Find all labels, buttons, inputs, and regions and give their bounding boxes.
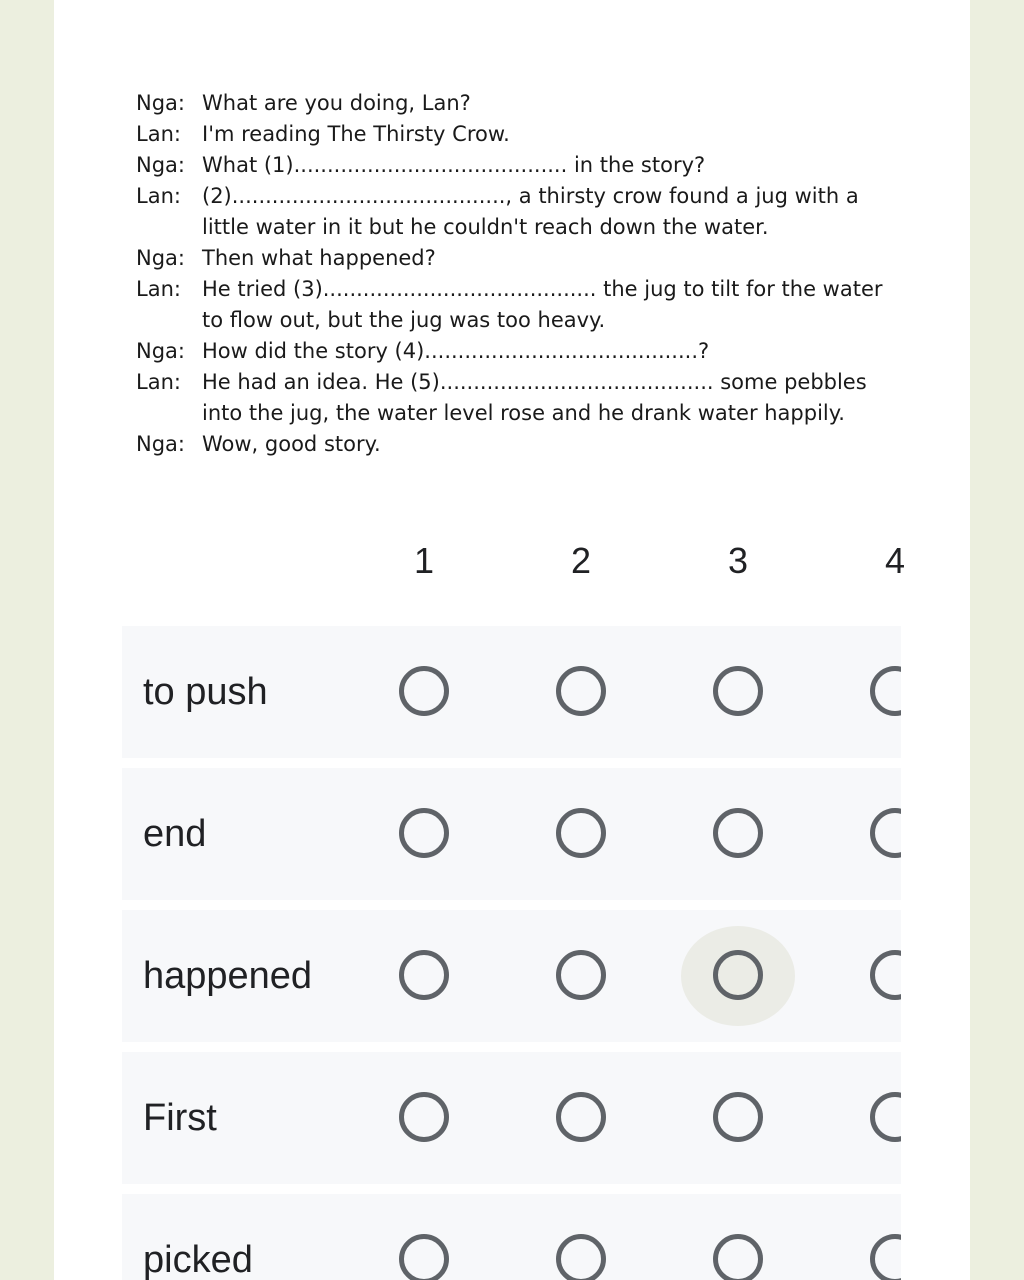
speaker-name: Nga: — [136, 91, 185, 115]
row-label: happened — [143, 955, 313, 997]
row-label: end — [143, 813, 207, 855]
multiple-choice-grid — [54, 0, 970, 1280]
grid-row — [122, 910, 901, 1042]
form-card — [54, 0, 970, 1280]
row-label: to push — [143, 671, 268, 713]
speech-continuation: into the jug, the water level rose and he drank water happily. — [202, 401, 845, 425]
speech-text: How did the story (4).........................................? — [202, 339, 710, 363]
column-header-2: 2 — [570, 540, 592, 581]
speech-text: Then what happened? — [202, 246, 436, 270]
speaker-name: Lan: — [136, 370, 181, 394]
speech-continuation: little water in it but he couldn't reach down the water. — [202, 215, 769, 239]
grid-row — [122, 768, 901, 900]
speaker-name: Lan: — [136, 277, 181, 301]
speech-text: What are you doing, Lan? — [202, 91, 471, 115]
grid-row — [122, 1052, 901, 1184]
speaker-name: Nga: — [136, 246, 185, 270]
speech-continuation: to flow out, but the jug was too heavy. — [202, 308, 606, 332]
radio-option-col-4[interactable] — [870, 1234, 901, 1280]
radio-option-col-4[interactable] — [870, 1092, 901, 1142]
radio-option-col-1[interactable] — [399, 1092, 449, 1142]
speaker-name: Nga: — [136, 432, 185, 456]
radio-option-col-1[interactable] — [399, 808, 449, 858]
speaker-name: Nga: — [136, 339, 185, 363]
grid-row — [122, 626, 901, 758]
radio-option-col-3[interactable] — [713, 1092, 763, 1142]
column-header-3: 3 — [727, 540, 749, 581]
radio-option-col-3[interactable] — [713, 808, 763, 858]
radio-option-col-2[interactable] — [556, 1092, 606, 1142]
column-header-1: 1 — [413, 540, 435, 581]
speech-text: What (1)......................................... in the story? — [202, 153, 706, 177]
radio-option-col-2[interactable] — [556, 666, 606, 716]
radio-option-col-4[interactable] — [870, 666, 901, 716]
radio-option-col-3[interactable] — [713, 1234, 763, 1280]
radio-option-col-1[interactable] — [399, 666, 449, 716]
speech-text: (2)........................................., a thirsty crow found a jug with a — [202, 184, 859, 208]
speech-text: I'm reading The Thirsty Crow. — [202, 122, 510, 146]
grid-row — [122, 1194, 901, 1280]
speech-text: Wow, good story. — [202, 432, 381, 456]
radio-option-col-4[interactable] — [870, 950, 901, 1000]
radio-option-col-2[interactable] — [556, 808, 606, 858]
radio-option-col-2[interactable] — [556, 1234, 606, 1280]
radio-option-col-1[interactable] — [399, 950, 449, 1000]
row-label: First — [143, 1097, 217, 1139]
speech-text: He had an idea. He (5)......................................... some pebbles — [202, 370, 867, 394]
speaker-name: Lan: — [136, 184, 181, 208]
radio-option-col-2[interactable] — [556, 950, 606, 1000]
radio-option-col-1[interactable] — [399, 1234, 449, 1280]
radio-option-col-3[interactable] — [713, 666, 763, 716]
radio-option-col-3[interactable] — [713, 950, 763, 1000]
speaker-name: Lan: — [136, 122, 181, 146]
row-label: picked — [143, 1239, 253, 1280]
speech-text: He tried (3)......................................... the jug to tilt for the water — [202, 277, 883, 301]
radio-option-col-4[interactable] — [870, 808, 901, 858]
column-header-4: 4 — [884, 540, 906, 581]
speaker-name: Nga: — [136, 153, 185, 177]
